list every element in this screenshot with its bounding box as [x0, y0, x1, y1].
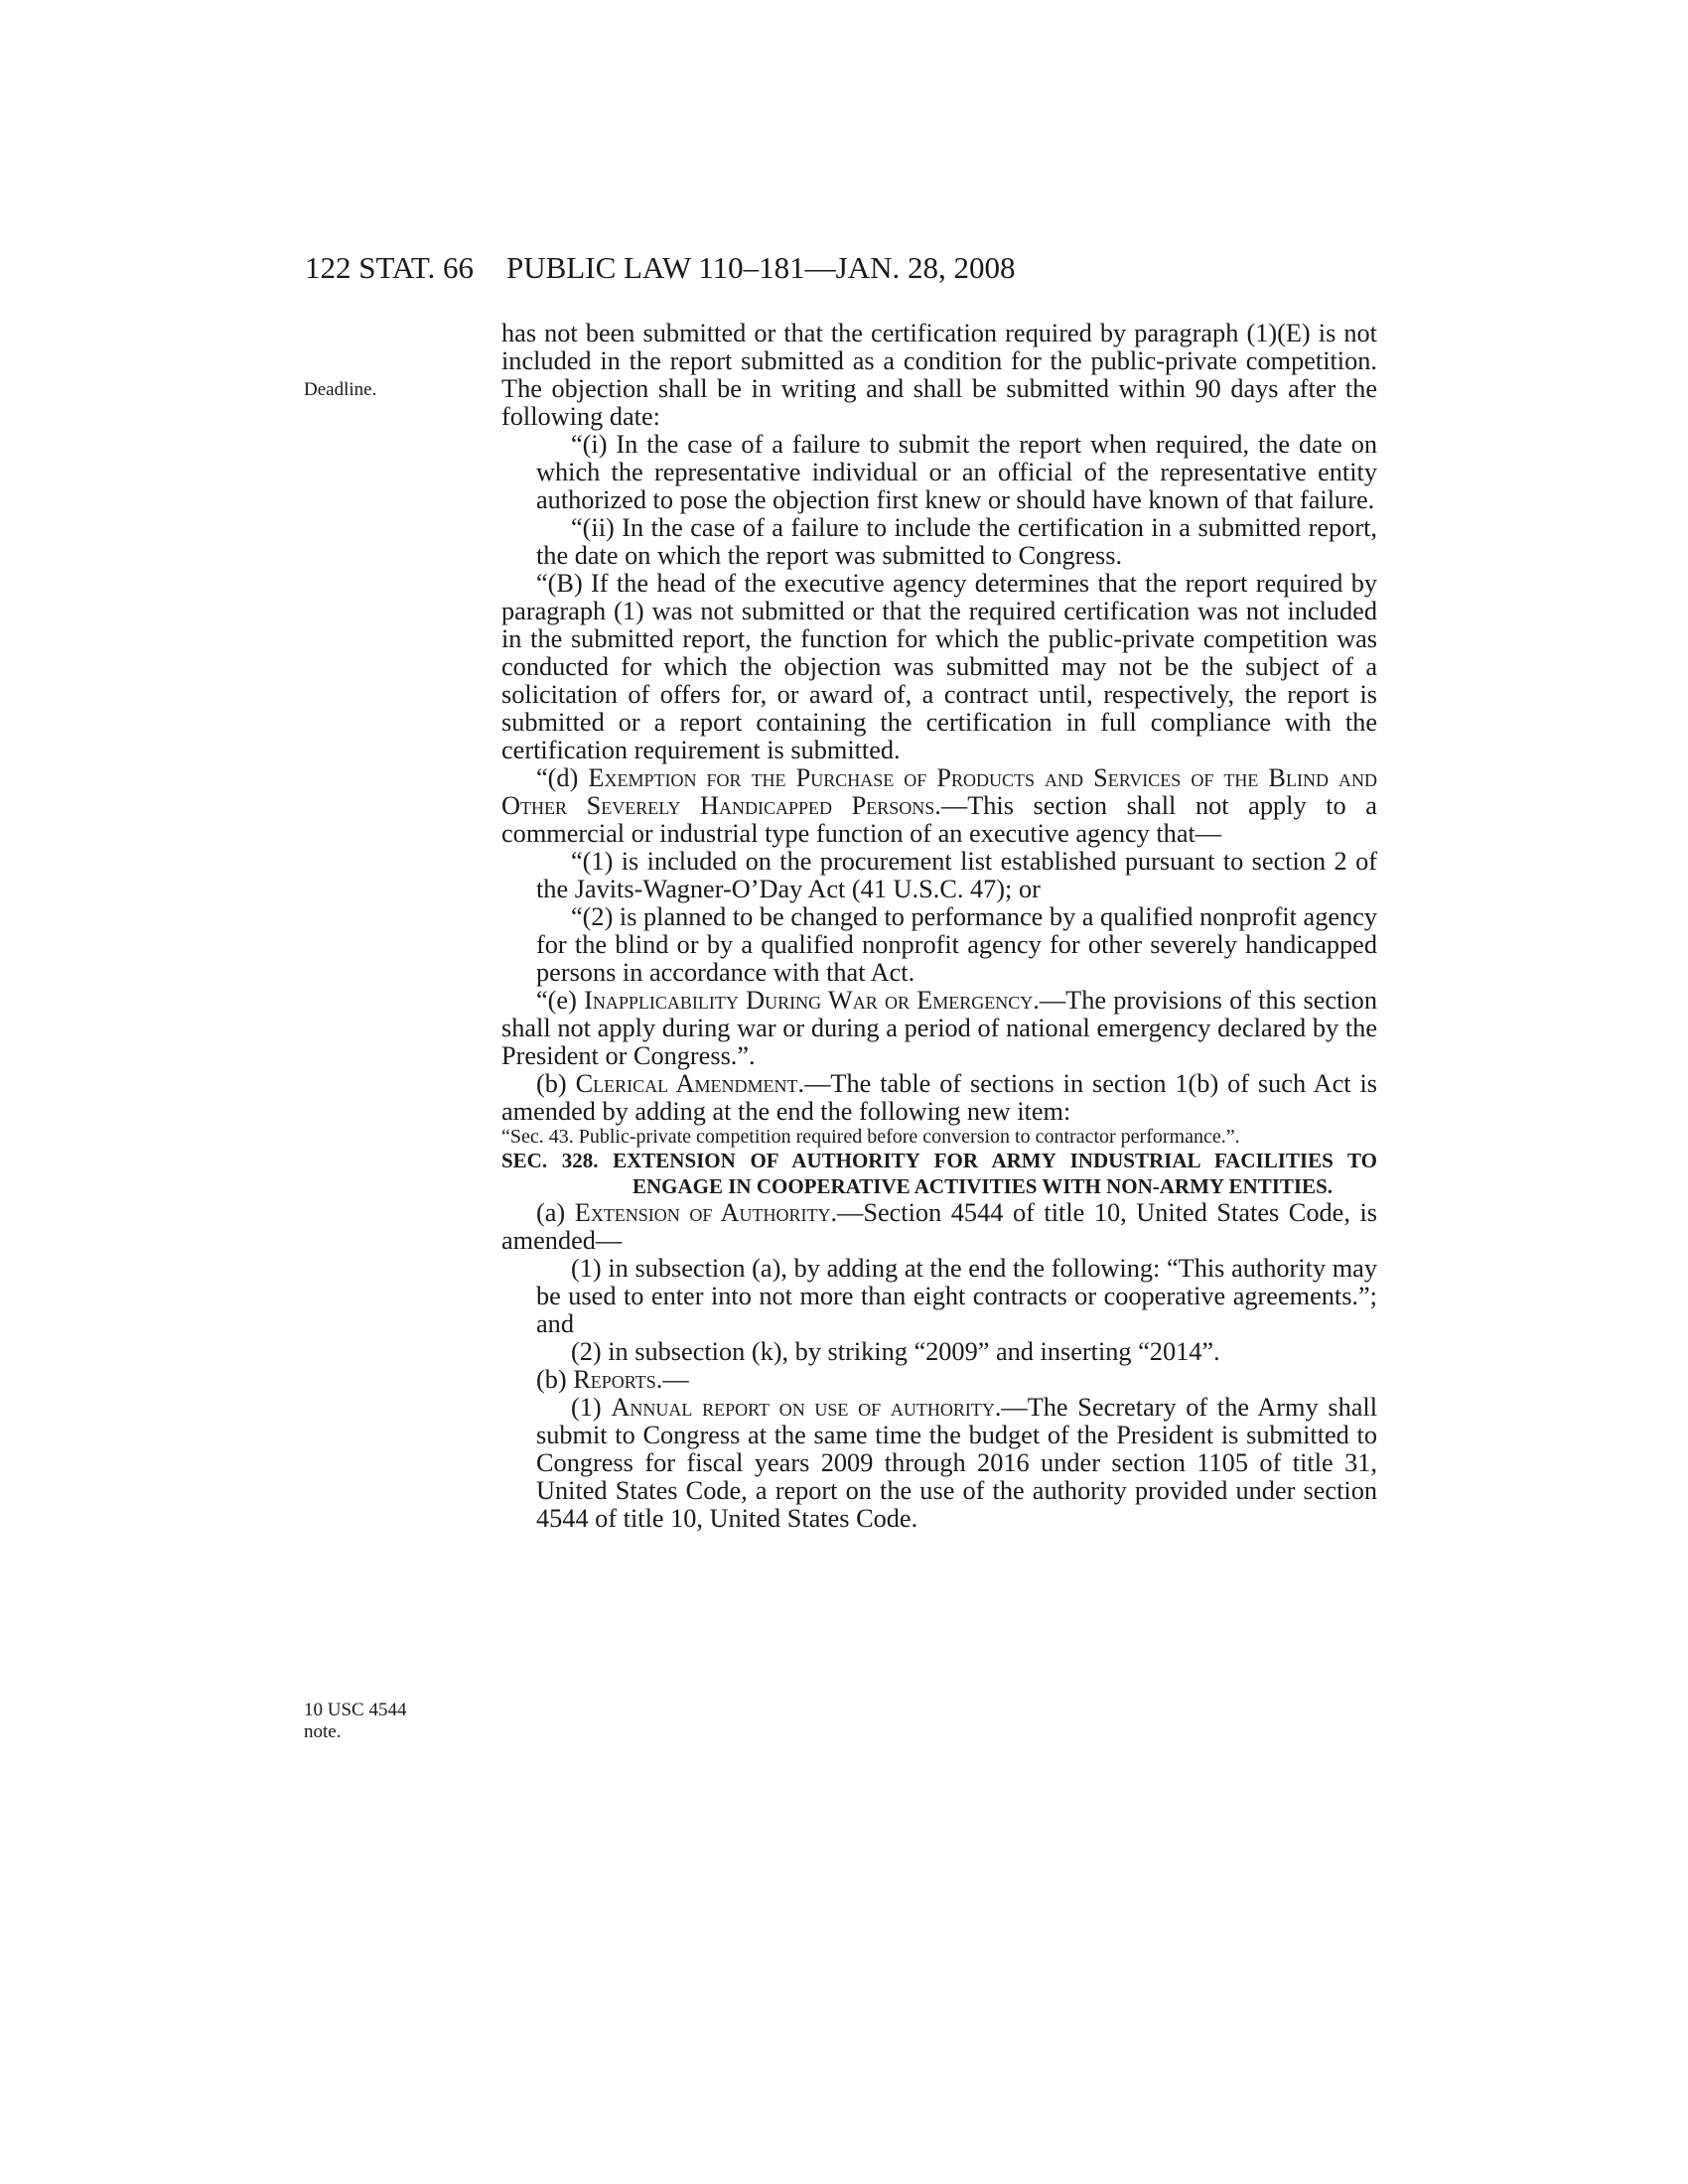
clerical-amendment-heading: Clerical Amendment. — [575, 1069, 805, 1098]
subsection-b-heading: Reports. — [573, 1365, 663, 1394]
subsection-d-heading: Exemption for the Purchase of Products and Services of the Blind and Other Severely Handicapped Persons. — [501, 763, 1377, 820]
paragraph-b: “(B) If the head of the executive agency determines that the report required by paragraph (1) was not submitted or that the required certification was not included in the submitted report, the function for which the public-private competition was conducted for which the objection was submitted may not be the subject of a solicitation of offers for, or award of, a contract until, respectively, the report is submitted or a report containing the certification in full compliance with the certification requirement is submitted. — [501, 569, 1377, 764]
subsection-a: (a) Extension of Authority.—Section 4544 of title 10, United States Code, is amended— — [501, 1198, 1377, 1255]
margin-note-usc-line1: 10 USC 4544 — [304, 1700, 407, 1720]
margin-note-usc — [304, 1700, 406, 1743]
paragraph-ii: “(ii) In the case of a failure to include the certification in a submitted report, the date on which the report was submitted to Congress. — [536, 513, 1377, 570]
stat-page-number: 122 STAT. 66 — [305, 250, 475, 285]
paragraph-i: “(i) In the case of a failure to submit the report when required, the date on which the representative individual or an official of the representative entity authorized to pose the objection first knew or should have known of that failure. — [536, 430, 1377, 514]
public-law-title: PUBLIC LAW 110–181—JAN. 28, 2008 — [506, 250, 1016, 285]
page-header — [0, 248, 1688, 288]
paragraph-a-1: (1) in subsection (a), by adding at the end the following: “This authority may be used to enter into not more than eight contracts or cooperative agreements.”; and — [536, 1254, 1377, 1338]
section-heading: SEC. 328. EXTENSION OF AUTHORITY FOR ARMY INDUSTRIAL FACILITIES TO ENGAGE IN COOPERATIVE ACTIVITIES WITH NON-ARMY ENTITIES. — [501, 1149, 1377, 1198]
subsection-b-reports: (b) Reports.— — [536, 1365, 689, 1394]
table-of-sections-item: “Sec. 43. Public-private competition required before conversion to contractor performance.”. — [501, 1126, 1240, 1148]
clerical-amendment: (b) Clerical Amendment.—The table of sections in section 1(b) of such Act is amended by adding at the end the following new item: — [501, 1069, 1377, 1126]
paragraph-b-1: (1) Annual report on use of authority.—The Secretary of the Army shall submit to Congress at the same time the budget of the President is submitted to Congress for fiscal years 2009 through 2016 under section 1105 of title 31, United States Code, a report on the use of the authority provided under section 4544 of title 10, United States Code. — [536, 1393, 1377, 1533]
margin-note-usc-line2: note. — [304, 1721, 342, 1742]
paragraph-d-2: “(2) is planned to be changed to performance by a qualified nonprofit agency for the blind or by a qualified nonprofit agency for other severely handicapped persons in accordance with that Act. — [536, 902, 1377, 987]
subsection-e-heading: Inapplicability During War or Emergency. — [584, 986, 1040, 1015]
subsection-a-heading: Extension of Authority. — [574, 1198, 838, 1227]
paragraph-d-1: “(1) is included on the procurement list established pursuant to section 2 of the Javits-Wagner-O’Day Act (41 U.S.C. 47); or — [536, 847, 1377, 903]
margin-note-deadline: Deadline. — [304, 379, 377, 400]
paragraph-b-1-heading: Annual report on use of authority. — [611, 1393, 1002, 1422]
subsection-e: “(e) Inapplicability During War or Emergency.—The provisions of this section shall not apply during war or during a period of national emergency declared by the President or Congress.”. — [501, 986, 1377, 1070]
subsection-d: “(d) Exemption for the Purchase of Products and Services of the Blind and Other Severely Handicapped Persons.—This section shall not apply to a commercial or industrial type function of an executive agency that— — [501, 763, 1377, 848]
paragraph-objection-continued: has not been submitted or that the certification required by paragraph (1)(E) is not included in the report submitted as a condition for the public-private competition. The objection shall be in writing and shall be submitted within 90 days after the following date: — [501, 319, 1377, 431]
body-text — [501, 320, 1377, 1533]
paragraph-a-2: (2) in subsection (k), by striking “2009” and inserting “2014”. — [571, 1337, 1220, 1366]
